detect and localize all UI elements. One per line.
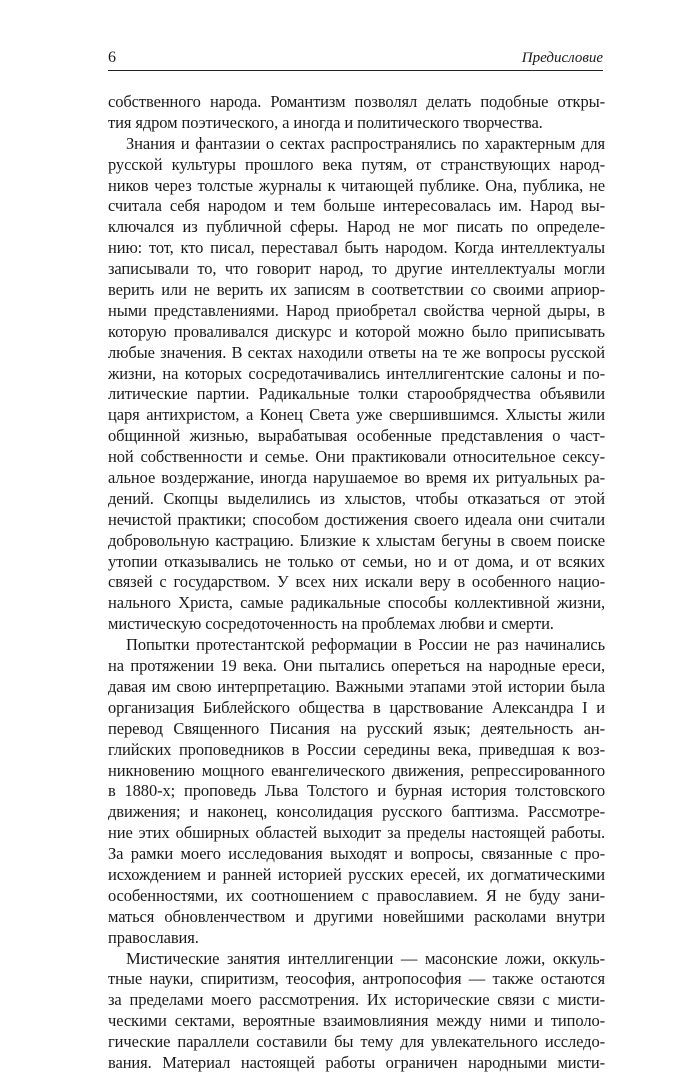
text-line: православия.: [108, 927, 199, 947]
text-line: За рамки моего исследования выходят и вопросы, связанные с про-: [108, 844, 605, 864]
text-line: никновению мощного евангелического движения, репрессированного: [108, 760, 605, 780]
text-line: вания. Материал настоящей работы ограничен народными мисти-: [108, 1052, 605, 1072]
text-line: связей с государством. У всех них искали веру в особенного нацио-: [108, 572, 605, 592]
text-line: нию: тот, кто писал, переставал быть народом. Когда интеллектуалы: [108, 238, 605, 258]
text-line: дений. Скопцы выделились из хлыстов, чтобы отказаться от этой: [108, 488, 605, 508]
text-line: особенностями, их соотношением с православием. Я не буду зани-: [108, 885, 605, 905]
text-line: тные науки, спиритизм, теософия, антропософия — также остаются: [108, 969, 605, 989]
text-line: на протяжении 19 века. Они пытались опереться на народные ереси,: [108, 656, 605, 676]
text-line: гические параллели составили бы тему для увлекательного исследо-: [108, 1032, 605, 1052]
text-line: считала себя народом и тем больше интересовалась им. Народ вы-: [108, 196, 605, 216]
text-line: Знания и фантазии о сектах распространялись по характерным для: [126, 133, 605, 153]
text-line: в 1880-х; проповедь Льва Толстого и бурная история толстовского: [108, 781, 605, 801]
text-line: альное воздержание, иногда нарушаемое во время их ритуальных ра-: [108, 468, 605, 488]
text-line: перевод Священного Писания на русский язык; деятельность ан-: [108, 718, 605, 738]
text-line: которую проваливался дискурс и которой можно было приписывать: [108, 321, 605, 341]
text-line: нального Христа, самые радикальные способы коллективной жизни,: [108, 593, 605, 613]
text-line: царя антихристом, а Конец Света уже свершившимся. Хлысты жили: [108, 405, 605, 425]
text-line: ние этих обширных областей выходит за пределы настоящей работы.: [108, 823, 605, 843]
text-line: нечистой практики; способом достижения своего идеала они считали: [108, 509, 605, 529]
text-line: записывали то, что говорит народ, то другие интеллектуалы могли: [108, 259, 605, 279]
text-line: ников через толстые журналы к читающей публике. Она, публика, не: [108, 175, 605, 195]
header-rule: [108, 70, 603, 71]
text-line: мистическую сосредоточенность на проблемах любви и смерти.: [108, 614, 554, 634]
text-line: общинной жизнью, вырабатывая особенные представления о част-: [108, 426, 605, 446]
text-line: Попытки протестантской реформации в России не раз начинались: [126, 635, 605, 655]
text-line: Мистические занятия интеллигенции — масонские ложи, оккуль-: [126, 948, 605, 968]
text-line: добровольную кастрацию. Близкие к хлыстам бегуны в своем поиске: [108, 530, 605, 550]
text-line: ной собственности и семье. Они практиковали относительное сексу-: [108, 447, 605, 467]
text-line: давая им свою интерпретацию. Важными этапами этой истории была: [108, 676, 605, 696]
body-text: [108, 92, 605, 1074]
text-line: литические партии. Радикальные толки старообрядчества объявили: [108, 384, 605, 404]
running-header: [108, 48, 603, 70]
text-line: организация Библейского общества в царствование Александра I и: [108, 697, 605, 717]
text-line: собственного народа. Романтизм позволял делать подобные откры-: [108, 92, 605, 111]
text-line: движения; и наконец, консолидация русского баптизма. Рассмотре-: [108, 802, 605, 822]
text-line: русской культуры прошлого века путям, от странствующих народ-: [108, 154, 605, 174]
running-title: Предисловие: [521, 50, 603, 66]
text-line: маться обновленчеством и другими новейшими расколами внутри: [108, 906, 605, 926]
text-line: ными представлениями. Народ приобретал свойства черной дыры, в: [108, 300, 605, 320]
text-line: верить или не верить их записям в соответствии со своими априор-: [108, 280, 605, 300]
text-line: ключался из публичной сферы. Народ не мог писать по определе-: [108, 217, 605, 237]
text-line: утопии отказывались не только от семьи, но и от дома, и от всяких: [108, 551, 605, 571]
text-line: любые значения. В сектах находили ответы на те же вопросы русской: [108, 342, 605, 362]
page-number: 6: [108, 49, 116, 66]
text-line: за пределами моего рассмотрения. Их исторические связи с мисти-: [108, 990, 605, 1010]
text-line: жизни, на которых сосредотачивались интеллигентские салоны и по-: [108, 363, 605, 383]
text-line: ческими сектами, вероятные взаимовлияния между ними и типоло-: [108, 1011, 605, 1031]
text-line: глийских проповедников в России середины века, приведшая к воз-: [108, 739, 605, 759]
text-line: исхождением и ранней историей русских ересей, их догматическими: [108, 864, 605, 884]
text-line: тия ядром поэтического, а иногда и политического творчества.: [108, 112, 543, 132]
